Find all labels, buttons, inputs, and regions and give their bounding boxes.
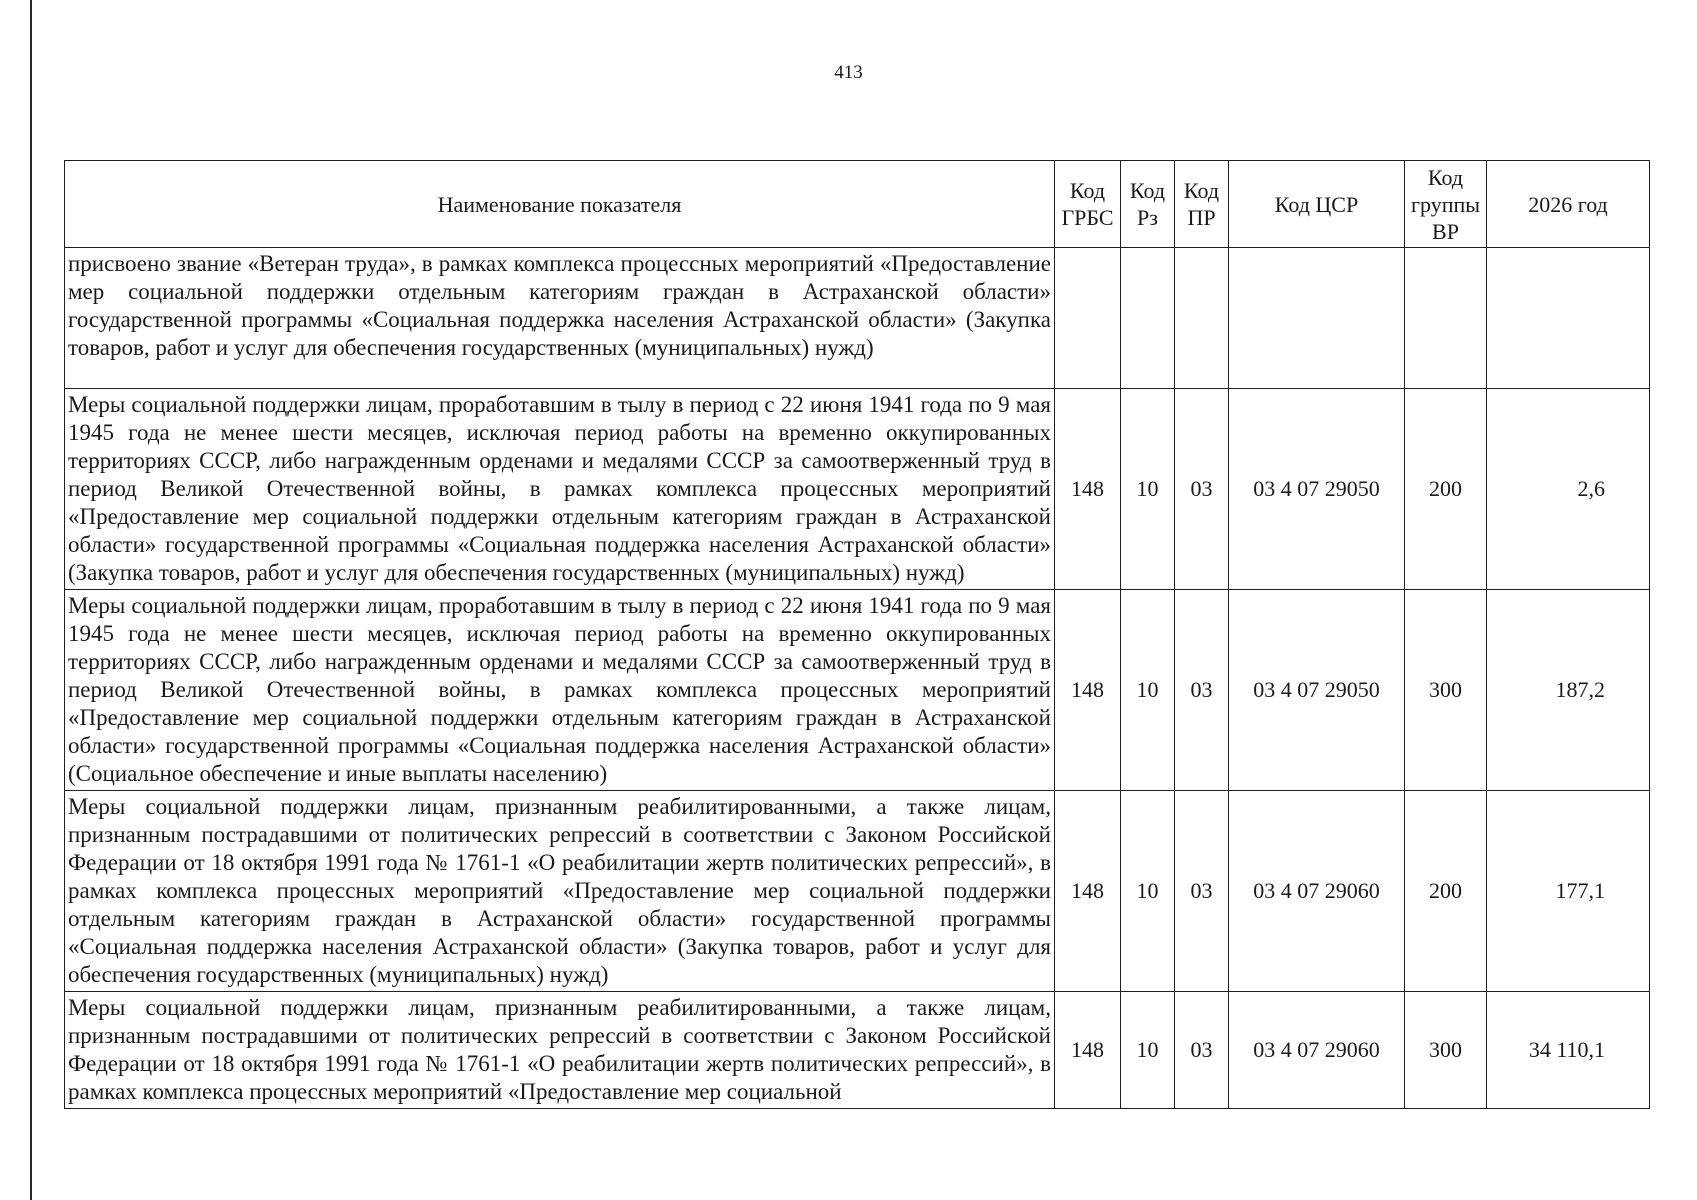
row-vr: 300 bbox=[1405, 992, 1487, 1109]
row-vr bbox=[1405, 248, 1487, 389]
header-grbs: Код ГРБС bbox=[1055, 161, 1121, 248]
row-csr: 03 4 07 29050 bbox=[1229, 590, 1405, 791]
table-row bbox=[65, 992, 1650, 1109]
table-row bbox=[65, 389, 1650, 590]
row-amount: 2,6 bbox=[1487, 389, 1650, 590]
row-pr: 03 bbox=[1175, 992, 1229, 1109]
row-pr: 03 bbox=[1175, 590, 1229, 791]
row-name: Меры социальной поддержки лицам, признанным реабилитированными, а также лицам, признанным пострадавшими от политических репрессий в соответствии с Законом Российской Федерации от 18 октября 1991 года № 1761-1 «О реабилитации жертв политических репрессий», в рамках комплекса процессных мероприятий «Предоставление мер социальной bbox=[65, 992, 1055, 1109]
row-rz: 10 bbox=[1121, 992, 1175, 1109]
row-csr: 03 4 07 29050 bbox=[1229, 389, 1405, 590]
table-row bbox=[65, 248, 1650, 389]
row-pr: 03 bbox=[1175, 389, 1229, 590]
row-name: Меры социальной поддержки лицам, проработавшим в тылу в период с 22 июня 1941 года по 9 мая 1945 года не менее шести месяцев, исключая период работы на временно оккупированных территориях СССР, либо награжденным орденами и медалями СССР за самоотверженный труд в период Великой Отечественной войны, в рамках комплекса процессных мероприятий «Предоставление мер социальной поддержки отдельным категориям граждан в Астраханской области» государственной программы «Социальная поддержка населения Астраханской области» (Социальное обеспечение и иные выплаты населению) bbox=[65, 590, 1055, 791]
row-grbs: 148 bbox=[1055, 992, 1121, 1109]
row-amount: 177,1 bbox=[1487, 791, 1650, 992]
row-vr: 300 bbox=[1405, 590, 1487, 791]
row-pr bbox=[1175, 248, 1229, 389]
table-header-row bbox=[65, 161, 1650, 248]
row-pr: 03 bbox=[1175, 791, 1229, 992]
row-rz bbox=[1121, 248, 1175, 389]
header-name: Наименование показателя bbox=[65, 161, 1055, 248]
header-csr: Код ЦСР bbox=[1229, 161, 1405, 248]
row-vr: 200 bbox=[1405, 791, 1487, 992]
row-csr: 03 4 07 29060 bbox=[1229, 992, 1405, 1109]
row-amount: 34 110,1 bbox=[1487, 992, 1650, 1109]
page-binding-line bbox=[30, 0, 32, 1200]
page-number: 413 bbox=[834, 62, 863, 83]
header-vr: Код группы ВР bbox=[1405, 161, 1487, 248]
row-vr: 200 bbox=[1405, 389, 1487, 590]
row-grbs: 148 bbox=[1055, 791, 1121, 992]
table-row bbox=[65, 590, 1650, 791]
header-year: 2026 год bbox=[1487, 161, 1650, 248]
table-row bbox=[65, 791, 1650, 992]
row-csr: 03 4 07 29060 bbox=[1229, 791, 1405, 992]
row-name: Меры социальной поддержки лицам, признанным реабилитированными, а также лицам, признанным пострадавшими от политических репрессий в соответствии с Законом Российской Федерации от 18 октября 1991 года № 1761-1 «О реабилитации жертв политических репрессий», в рамках комплекса процессных мероприятий «Предоставление мер социальной поддержки отдельным категориям граждан в Астраханской области» государственной программы «Социальная поддержка населения Астраханской области» (Закупка товаров, работ и услуг для обеспечения государственных (муниципальных) нужд) bbox=[65, 791, 1055, 992]
row-grbs bbox=[1055, 248, 1121, 389]
row-rz: 10 bbox=[1121, 791, 1175, 992]
row-rz: 10 bbox=[1121, 590, 1175, 791]
budget-table bbox=[64, 160, 1650, 1109]
row-csr bbox=[1229, 248, 1405, 389]
row-name: Меры социальной поддержки лицам, проработавшим в тылу в период с 22 июня 1941 года по 9 мая 1945 года не менее шести месяцев, исключая период работы на временно оккупированных территориях СССР, либо награжденным орденами и медалями СССР за самоотверженный труд в период Великой Отечественной войны, в рамках комплекса процессных мероприятий «Предоставление мер социальной поддержки отдельным категориям граждан в Астраханской области» государственной программы «Социальная поддержка населения Астраханской области» (Закупка товаров, работ и услуг для обеспечения государственных (муниципальных) нужд) bbox=[65, 389, 1055, 590]
header-pr: Код ПР bbox=[1175, 161, 1229, 248]
row-name: присвоено звание «Ветеран труда», в рамках комплекса процессных мероприятий «Предоставление мер социальной поддержки отдельным категориям граждан в Астраханской области» государственной программы «Социальная поддержка населения Астраханской области» (Закупка товаров, работ и услуг для обеспечения государственных (муниципальных) нужд) bbox=[65, 248, 1055, 389]
header-rz: Код Рз bbox=[1121, 161, 1175, 248]
row-amount: 187,2 bbox=[1487, 590, 1650, 791]
row-grbs: 148 bbox=[1055, 590, 1121, 791]
row-grbs: 148 bbox=[1055, 389, 1121, 590]
row-amount bbox=[1487, 248, 1650, 389]
row-rz: 10 bbox=[1121, 389, 1175, 590]
